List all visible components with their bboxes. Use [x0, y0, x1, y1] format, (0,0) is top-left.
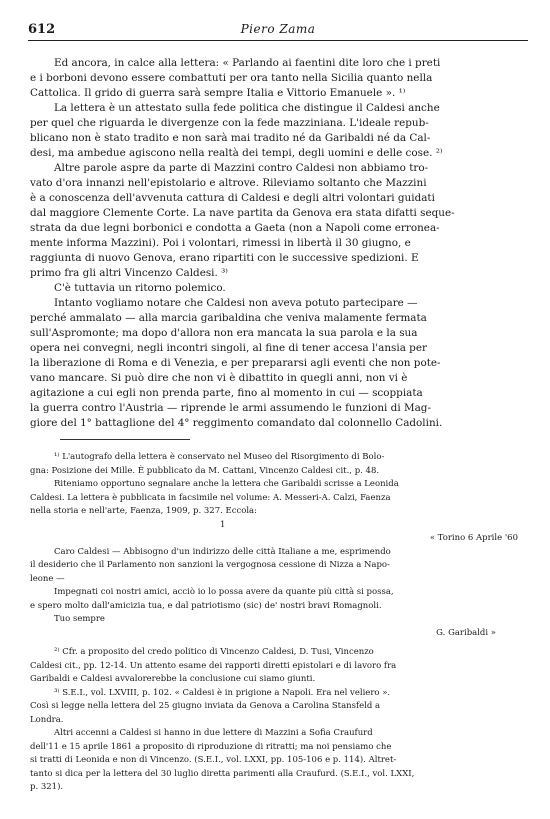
body-line: la guerra contro l'Austria — riprende le armi assumendo le funzioni di Mag-	[30, 402, 431, 414]
footnote-3-line: si tratti di Leonida e non di Vincenzo. (S.E.I., vol. LXXI, pp. 105-106 e p. 114). Altret-	[30, 755, 397, 765]
body-line: vato d'ora innanzi nell'epistolario e altrove. Rileviamo soltanto che Mazzini	[30, 177, 427, 189]
footnote-separator	[60, 439, 190, 440]
footnote-3-line: Così si legge nella lettera del 25 giugno inviata da Genova a Carolina Stansfeld a	[30, 701, 381, 711]
body-line: dal maggiore Clemente Corte. La nave partita da Genova era stata difatti seque-	[30, 207, 455, 219]
footnote-3-line: p. 321).	[30, 782, 64, 792]
body-line: blicano non è stato tradito e non sarà mai tradito né da Garibaldi né da Cal-	[30, 132, 431, 144]
body-line: desi, ma ambedue agiscono nella realtà dei tempi, degli uomini e delle cose. ²⁾	[30, 147, 443, 159]
body-line: vano mancare. Si può dire che non vi è dibattito in quegli anni, non vi è	[30, 372, 408, 384]
footnote-2-line: ²⁾ Cfr. a proposito del credo politico di Vincenzo Caldesi, D. Tusi, Vincenzo	[54, 647, 374, 657]
page-number: 612	[28, 22, 56, 37]
body-line: Cattolica. Il grido di guerra sarà sempre Italia e Vittorio Emanuele ». ¹⁾	[30, 87, 406, 99]
body-line: agitazione a cui egli non prenda parte, fino al momento in cui — scoppiata	[30, 387, 423, 399]
footnotes	[30, 451, 518, 795]
running-head: Piero Zama	[240, 22, 316, 36]
letter-line: il desiderio che il Parlamento non sanzioni la vergognosa cessione di Nizza a Napo-	[30, 560, 390, 570]
letter-line: Caro Caldesi — Abbisogno d'un indirizzo delle città Italiane a me, esprimendo	[54, 546, 391, 557]
body-line: la liberazione di Roma e di Venezia, e per prepararsi agli eventi che non pote-	[30, 357, 441, 369]
footnote-1-line: gna: Posizione dei Mille. È pubblicato da M. Cattani, Vincenzo Caldesi cit., p. 48.	[30, 465, 380, 476]
body-line: perché ammalato — alla marcia garibaldina che veniva malamente fermata	[30, 312, 427, 324]
body-line: opera nei convegni, negli incontri singoli, al fine di tener accesa l'ansia per	[30, 342, 427, 354]
body-line: giore del 1° battaglione del 4° reggimento comandato dal colonnello Cadolini.	[30, 417, 443, 429]
body-line: per quel che riguarda le divergenze con la fede mazziniana. L'ideale repub-	[30, 117, 429, 129]
letter-dateline: « Torino 6 Aprile '60	[429, 533, 518, 543]
letter-marker: 1	[220, 519, 226, 530]
footnote-1-line: ¹⁾ L'autografo della lettera è conservato nel Museo del Risorgimento di Bolo-	[54, 452, 385, 462]
body-line: Ed ancora, in calce alla lettera: « Parlando ai faentini dite loro che i preti	[54, 57, 441, 69]
letter-signature: G. Garibaldi »	[436, 627, 496, 638]
body-line: sull'Aspromonte; ma dopo d'allora non era mancata la sua parola e la sua	[30, 327, 418, 339]
body-line: raggiunta di nuovo Genova, erano ripartiti con le successive spedizioni. E	[30, 252, 419, 264]
footnote-3-line: Altri accenni a Caldesi si hanno in due lettere di Mazzini a Sofia Craufurd	[54, 728, 373, 738]
footnote-3-line: ³⁾ S.E.I., vol. LXVIII, p. 102. « Caldesi è in prigione a Napoli. Era nel veliero ».	[54, 687, 391, 698]
body-line: è a conoscenza dell'avvenuta cattura di Caldesi e degli altri volontari guidati	[30, 192, 435, 204]
letter-line: e spero molto dall'amicizia tua, e dal patriotismo (sic) de' nostri bravi Romagnoli.	[30, 600, 382, 611]
footnote-3-line: tanto si dica per la lettera del 30 luglio diretta parimenti alla Craufurd. (S.E.I., vol. LXXI,	[30, 768, 415, 779]
footnote-1-line: Caldesi. La lettera è pubblicata in facsimile nel volume: A. Messeri-A. Calzi, Faenza	[30, 492, 391, 503]
body-line: e i borboni devono essere combattuti per ora tanto nella Sicilia quanto nella	[30, 72, 433, 84]
letter-close: Tuo sempre	[54, 614, 105, 624]
body-text	[30, 56, 518, 431]
body-line: La lettera è un attestato sulla fede politica che distingue il Caldesi anche	[54, 102, 440, 114]
body-line: mente informa Mazzini). Poi i volontari, rimessi in libertà il 30 giugno, e	[30, 237, 411, 249]
footnote-1-line: Riteniamo opportuno segnalare anche la lettera che Garibaldi scrisse a Leonida	[54, 479, 399, 489]
footnote-2-line: Garibaldi e Caldesi avvalorerebbe la conclusione cui siamo giunti.	[30, 674, 316, 684]
body-line: C'è tuttavia un ritorno polemico.	[54, 282, 226, 294]
body-line: Altre parole aspre da parte di Mazzini contro Caldesi non abbiamo tro-	[54, 162, 429, 174]
page-header	[28, 22, 528, 41]
footnote-3-line: Londra.	[30, 714, 64, 725]
body-line: strata da due legni borbonici e condotta a Gaeta (non a Napoli come erronea-	[30, 222, 440, 234]
footnote-1-line: nella storia e nell'arte, Faenza, 1909, p. 327. Eccola:	[30, 506, 257, 516]
body-line: Intanto vogliamo notare che Caldesi non aveva potuto partecipare —	[54, 297, 418, 309]
letter-line: Impegnati coi nostri amici, acciò io lo possa avere da quante più città si possa,	[54, 587, 394, 597]
body-line: primo fra gli altri Vincenzo Caldesi. ³⁾	[30, 267, 228, 279]
letter-line: leone —	[30, 573, 65, 584]
footnote-2-line: Caldesi cit., pp. 12-14. Un attento esame dei rapporti diretti epistolari e di lavoro fra	[30, 660, 397, 671]
footnote-3-line: dell'11 e 15 aprile 1861 a proposito di riproduzione di ritratti; ma noi pensiamo che	[30, 741, 392, 752]
